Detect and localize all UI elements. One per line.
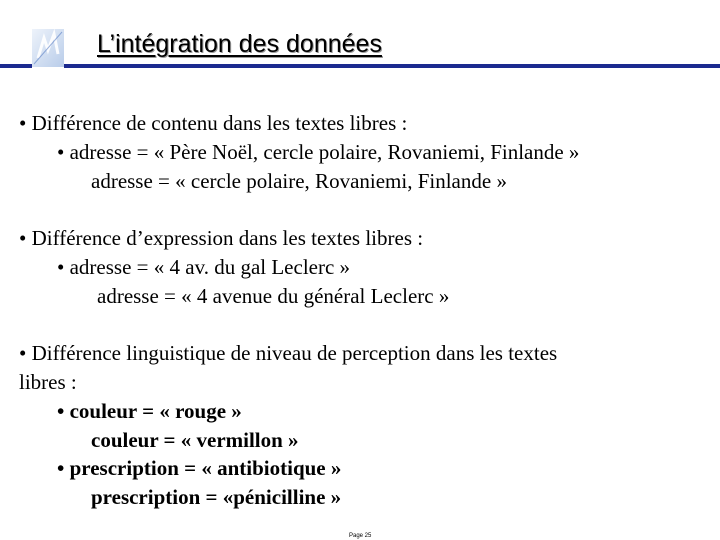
section2-item1: • adresse = « 4 av. du gal Leclerc » — [57, 255, 351, 279]
section3-heading-line2: libres : — [19, 370, 77, 394]
page-number: Page 25 — [349, 533, 372, 539]
title-rule — [64, 64, 720, 68]
section3-item4: prescription = «pénicilline » — [91, 485, 342, 509]
section2-item2: adresse = « 4 avenue du général Leclerc » — [97, 284, 450, 308]
section3-item2: couleur = « vermillon » — [91, 428, 299, 452]
page-title: L’intégration des données — [97, 30, 382, 58]
section3-item3: • prescription = « antibiotique » — [57, 456, 342, 480]
logo-graphic — [30, 28, 66, 68]
section3-heading-line1: • Différence linguistique de niveau de perception dans les textes — [19, 341, 558, 365]
title-rule-left — [0, 64, 32, 68]
section1-item1: • adresse = « Père Noël, cercle polaire, Rovaniemi, Finlande » — [57, 140, 580, 164]
section2-heading: • Différence d’expression dans les textes libres : — [19, 226, 424, 250]
section1-item2: adresse = « cercle polaire, Rovaniemi, Finlande » — [91, 169, 507, 193]
section3-item1: • couleur = « rouge » — [57, 399, 242, 423]
section1-heading: • Différence de contenu dans les textes libres : — [19, 111, 408, 135]
